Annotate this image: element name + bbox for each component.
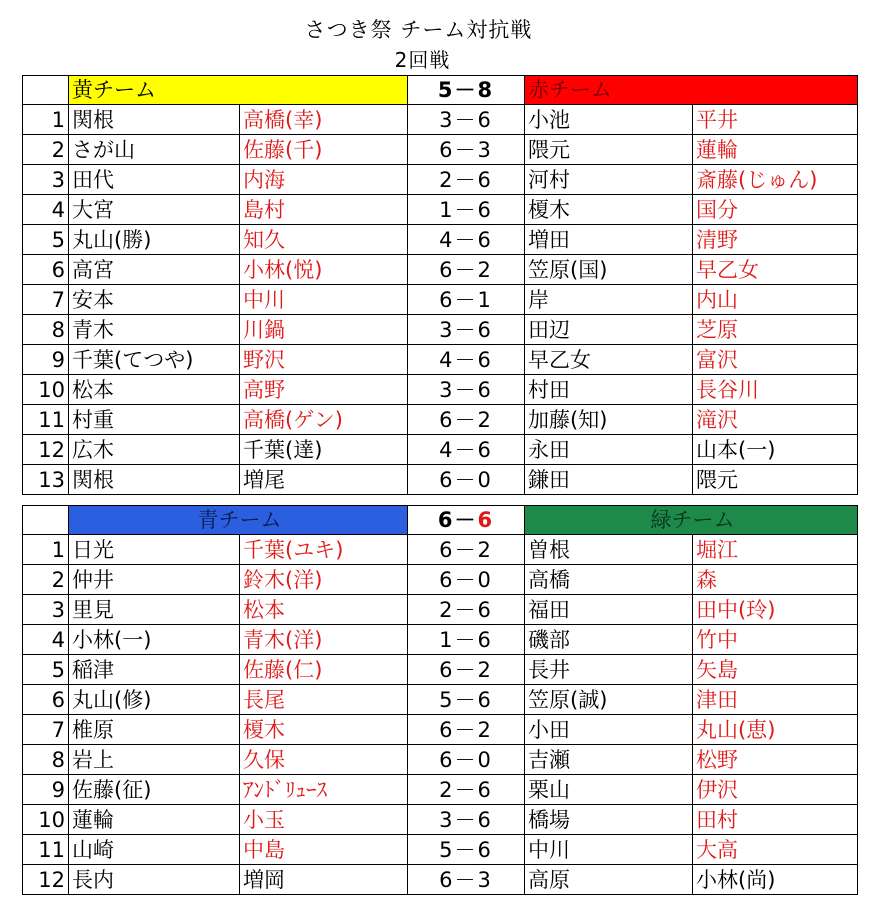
row-number: 13 [23, 465, 69, 495]
player-left-1: 千葉(てつや) [69, 345, 240, 375]
player-right-1: 岸 [525, 285, 693, 315]
table-row [23, 195, 858, 225]
game-score: 1－6 [408, 625, 525, 655]
player-left-2: 千葉(ユキ) [240, 535, 408, 565]
game-score: 5－6 [408, 835, 525, 865]
player-right-1: 増田 [525, 225, 693, 255]
player-right-1: 早乙女 [525, 345, 693, 375]
table-row [23, 435, 858, 465]
player-right-2: 竹中 [693, 625, 858, 655]
player-left-2: 増岡 [240, 865, 408, 895]
game-score: 6－1 [408, 285, 525, 315]
game-score: 6－2 [408, 655, 525, 685]
table-row [23, 105, 858, 135]
row-number: 3 [23, 595, 69, 625]
player-right-2: 芝原 [693, 315, 858, 345]
page-title: さつき祭 チーム対抗戦 [304, 18, 533, 42]
game-score: 3－6 [408, 315, 525, 345]
player-right-1: 吉瀬 [525, 745, 693, 775]
game-score: 2－6 [408, 595, 525, 625]
game-score: 5－6 [408, 685, 525, 715]
player-left-2: 久保 [240, 745, 408, 775]
player-right-2: 蓮輪 [693, 135, 858, 165]
player-left-1: 村重 [69, 405, 240, 435]
game-score: 6－0 [408, 465, 525, 495]
player-right-1: 笠原(国) [525, 255, 693, 285]
match2-header-row [23, 506, 858, 535]
player-left-2: 鈴木(洋) [240, 565, 408, 595]
player-right-1: 橋場 [525, 805, 693, 835]
player-right-1: 永田 [525, 435, 693, 465]
player-left-2: 高橋(ゲン) [240, 405, 408, 435]
player-left-2: 千葉(達) [240, 435, 408, 465]
game-score: 6－2 [408, 715, 525, 745]
player-left-1: さが山 [69, 135, 240, 165]
player-right-2: 小林(尚) [693, 865, 858, 895]
player-right-1: 小池 [525, 105, 693, 135]
player-right-2: 田中(玲) [693, 595, 858, 625]
score-left: 6－ [437, 508, 478, 532]
header-blank [23, 76, 69, 105]
player-right-1: 栗山 [525, 775, 693, 805]
player-right-1: 笠原(誠) [525, 685, 693, 715]
player-right-2: 国分 [693, 195, 858, 225]
row-number: 1 [23, 535, 69, 565]
player-right-2: 田村 [693, 805, 858, 835]
player-right-2: 大高 [693, 835, 858, 865]
player-left-2: 野沢 [240, 345, 408, 375]
table-row [23, 565, 858, 595]
player-left-1: 佐藤(征) [69, 775, 240, 805]
player-left-1: 岩上 [69, 745, 240, 775]
player-right-2: 平井 [693, 105, 858, 135]
player-left-1: 広木 [69, 435, 240, 465]
row-number: 6 [23, 255, 69, 285]
player-left-2: 小林(悦) [240, 255, 408, 285]
player-right-2: 堀江 [693, 535, 858, 565]
row-number: 10 [23, 375, 69, 405]
row-number: 5 [23, 655, 69, 685]
header-blank [23, 506, 69, 535]
match1-header-row [23, 76, 858, 105]
player-right-1: 榎木 [525, 195, 693, 225]
game-score: 1－6 [408, 195, 525, 225]
player-left-1: 安本 [69, 285, 240, 315]
player-left-2: 知久 [240, 225, 408, 255]
row-number: 1 [23, 105, 69, 135]
table-row [23, 715, 858, 745]
player-left-1: 小林(一) [69, 625, 240, 655]
row-number: 7 [23, 285, 69, 315]
table-row [23, 745, 858, 775]
player-left-2: 内海 [240, 165, 408, 195]
player-left-1: 高宮 [69, 255, 240, 285]
game-score: 6－2 [408, 535, 525, 565]
game-score: 6－2 [408, 405, 525, 435]
player-left-1: 田代 [69, 165, 240, 195]
player-right-2: 伊沢 [693, 775, 858, 805]
team-green-label: 緑チーム [525, 506, 858, 535]
table-row [23, 405, 858, 435]
player-left-2: ｱﾝﾄﾞﾘｭｰｽ [240, 775, 408, 805]
player-left-1: 青木 [69, 315, 240, 345]
player-left-1: 椎原 [69, 715, 240, 745]
player-left-2: 長尾 [240, 685, 408, 715]
player-left-1: 長内 [69, 865, 240, 895]
row-number: 4 [23, 195, 69, 225]
match2-table [22, 505, 858, 895]
game-score: 6－3 [408, 865, 525, 895]
player-right-2: 松野 [693, 745, 858, 775]
player-right-1: 曽根 [525, 535, 693, 565]
match1-total-score: 5－8 [408, 76, 525, 105]
player-left-1: 大宮 [69, 195, 240, 225]
table-row [23, 655, 858, 685]
row-number: 9 [23, 345, 69, 375]
row-number: 7 [23, 715, 69, 745]
game-score: 3－6 [408, 105, 525, 135]
row-number: 8 [23, 315, 69, 345]
player-left-1: 山崎 [69, 835, 240, 865]
player-right-1: 中川 [525, 835, 693, 865]
table-row [23, 165, 858, 195]
row-number: 11 [23, 405, 69, 435]
player-right-1: 高橋 [525, 565, 693, 595]
player-left-2: 佐藤(千) [240, 135, 408, 165]
table-row [23, 285, 858, 315]
player-left-1: 丸山(勝) [69, 225, 240, 255]
game-score: 6－0 [408, 565, 525, 595]
table-row [23, 595, 858, 625]
player-left-2: 佐藤(仁) [240, 655, 408, 685]
table-row [23, 255, 858, 285]
player-right-2: 隈元 [693, 465, 858, 495]
row-number: 3 [23, 165, 69, 195]
player-right-1: 磯部 [525, 625, 693, 655]
table-row [23, 685, 858, 715]
game-score: 4－6 [408, 345, 525, 375]
game-score: 6－0 [408, 745, 525, 775]
player-right-1: 福田 [525, 595, 693, 625]
table-row [23, 135, 858, 165]
player-right-2: 滝沢 [693, 405, 858, 435]
table-row [23, 775, 858, 805]
game-score: 3－6 [408, 375, 525, 405]
player-right-1: 田辺 [525, 315, 693, 345]
team-blue-label: 青チーム [69, 506, 408, 535]
player-left-1: 里見 [69, 595, 240, 625]
game-score: 2－6 [408, 775, 525, 805]
player-left-1: 関根 [69, 105, 240, 135]
game-score: 2－6 [408, 165, 525, 195]
table-row [23, 625, 858, 655]
row-number: 11 [23, 835, 69, 865]
game-score: 4－6 [408, 225, 525, 255]
player-left-2: 川鍋 [240, 315, 408, 345]
player-left-1: 稲津 [69, 655, 240, 685]
player-left-2: 榎木 [240, 715, 408, 745]
player-left-1: 松本 [69, 375, 240, 405]
game-score: 3－6 [408, 805, 525, 835]
player-left-1: 蓮輪 [69, 805, 240, 835]
table-row [23, 375, 858, 405]
player-right-2: 矢島 [693, 655, 858, 685]
player-left-2: 島村 [240, 195, 408, 225]
player-right-1: 加藤(知) [525, 405, 693, 435]
player-right-2: 丸山(恵) [693, 715, 858, 745]
player-right-2: 森 [693, 565, 858, 595]
player-right-1: 村田 [525, 375, 693, 405]
player-right-1: 長井 [525, 655, 693, 685]
player-right-1: 高原 [525, 865, 693, 895]
player-right-2: 清野 [693, 225, 858, 255]
player-right-1: 小田 [525, 715, 693, 745]
player-left-2: 高野 [240, 375, 408, 405]
player-right-1: 隈元 [525, 135, 693, 165]
player-left-2: 中島 [240, 835, 408, 865]
row-number: 8 [23, 745, 69, 775]
table-row [23, 465, 858, 495]
player-right-2: 富沢 [693, 345, 858, 375]
player-right-2: 斎藤(じゅん) [693, 165, 858, 195]
table-row [23, 345, 858, 375]
row-number: 6 [23, 685, 69, 715]
table-row [23, 225, 858, 255]
row-number: 12 [23, 865, 69, 895]
player-right-1: 河村 [525, 165, 693, 195]
row-number: 4 [23, 625, 69, 655]
player-left-1: 仲井 [69, 565, 240, 595]
row-number: 2 [23, 135, 69, 165]
player-right-2: 早乙女 [693, 255, 858, 285]
game-score: 6－2 [408, 255, 525, 285]
row-number: 2 [23, 565, 69, 595]
player-left-2: 松本 [240, 595, 408, 625]
row-number: 12 [23, 435, 69, 465]
player-right-2: 山本(一) [693, 435, 858, 465]
player-left-2: 小玉 [240, 805, 408, 835]
table-row [23, 805, 858, 835]
player-right-2: 津田 [693, 685, 858, 715]
player-left-1: 関根 [69, 465, 240, 495]
team-yellow-label: 黄チーム [69, 76, 408, 105]
player-right-1: 鎌田 [525, 465, 693, 495]
player-left-1: 日光 [69, 535, 240, 565]
team-red-label: 赤チーム [525, 76, 858, 105]
player-right-2: 長谷川 [693, 375, 858, 405]
table-row [23, 835, 858, 865]
table-row [23, 535, 858, 565]
round-label: 2回戦 [394, 48, 451, 72]
row-number: 10 [23, 805, 69, 835]
match2-total-score [408, 506, 525, 535]
player-left-2: 青木(洋) [240, 625, 408, 655]
player-left-2: 高橋(幸) [240, 105, 408, 135]
match1-table [22, 75, 858, 495]
game-score: 6－3 [408, 135, 525, 165]
row-number: 5 [23, 225, 69, 255]
player-left-2: 増尾 [240, 465, 408, 495]
table-row [23, 315, 858, 345]
table-row [23, 865, 858, 895]
player-left-1: 丸山(修) [69, 685, 240, 715]
score-right: 6 [477, 508, 495, 532]
row-number: 9 [23, 775, 69, 805]
game-score: 4－6 [408, 435, 525, 465]
player-right-2: 内山 [693, 285, 858, 315]
player-left-2: 中川 [240, 285, 408, 315]
